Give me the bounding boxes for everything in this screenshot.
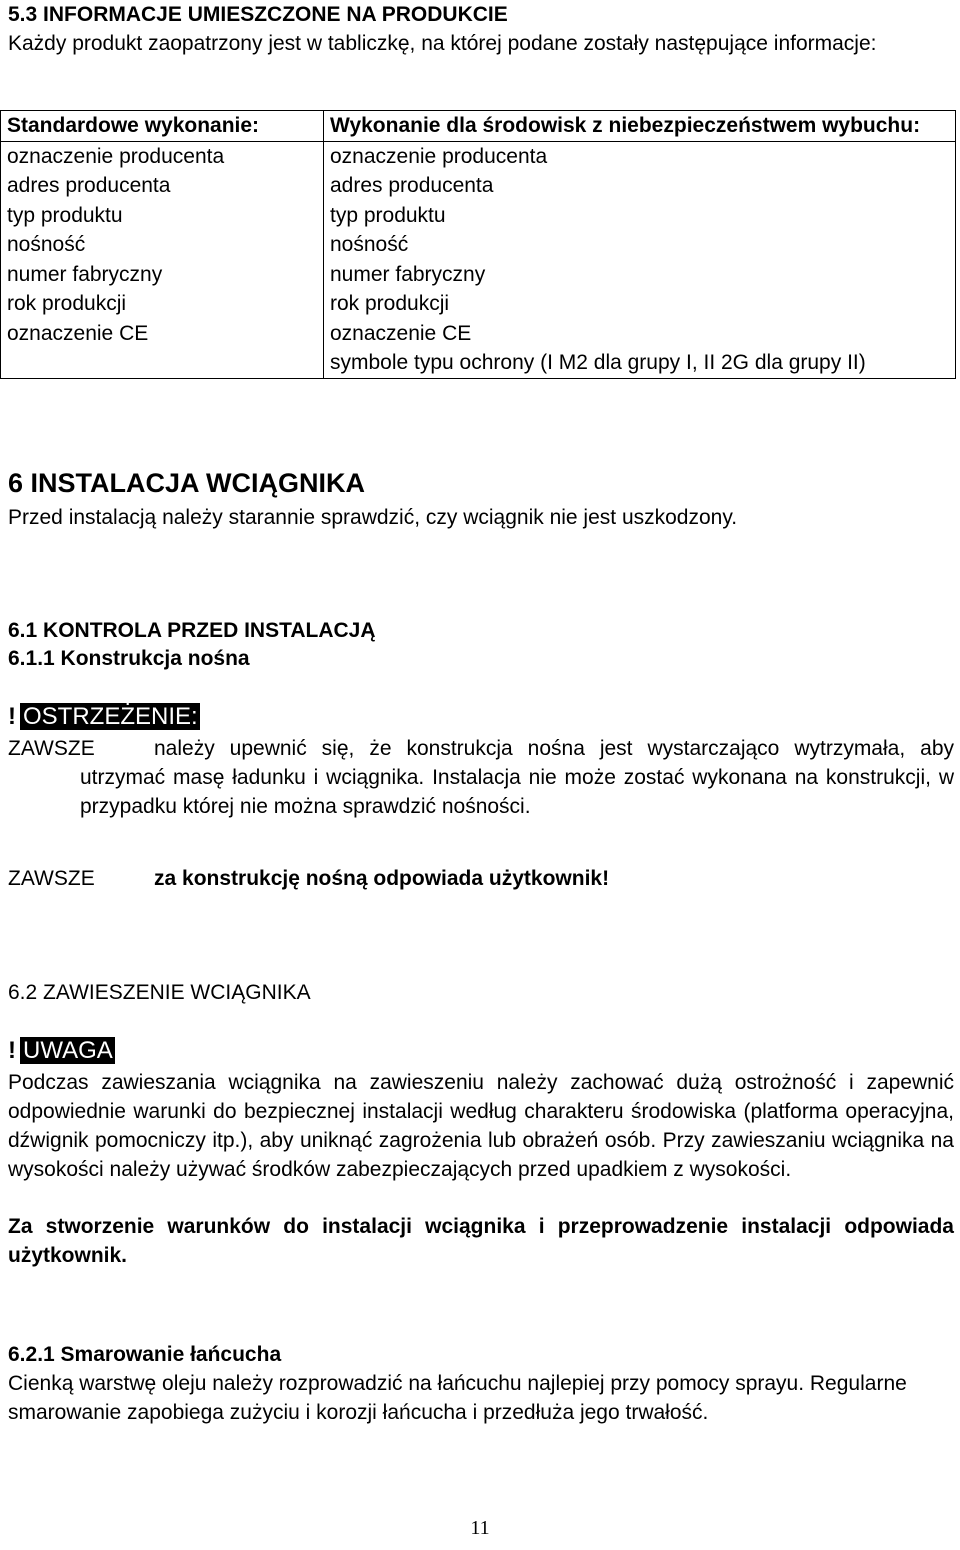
list-item: adres producenta xyxy=(7,174,171,197)
section-6-title: 6 INSTALACJA WCIĄGNIKA xyxy=(8,468,365,498)
always-label-2: ZAWSZE xyxy=(8,867,95,890)
warning-exclamation-icon: ! xyxy=(8,703,16,730)
list-item: typ produktu xyxy=(7,203,123,227)
warning-label-uwaga xyxy=(8,1036,115,1066)
section-6-text: Przed instalacją należy starannie sprawdzić, czy wciągnik nie jest uszkodzony. xyxy=(8,506,738,529)
list-item: rok produkcji xyxy=(330,292,450,315)
table-explosive-items xyxy=(324,141,956,378)
table-standard-items xyxy=(1,141,324,378)
table-header-explosive: Wykonanie dla środowisk z niebezpieczeństwem wybuchu: xyxy=(324,111,956,142)
table-header-standard: Standardowe wykonanie: xyxy=(1,111,324,142)
warning-paragraph-1 xyxy=(8,734,954,821)
list-item: nośność xyxy=(7,233,86,256)
table-body-row xyxy=(1,141,956,378)
table-header-row xyxy=(1,111,956,142)
warning-tag: UWAGA xyxy=(20,1037,115,1064)
list-item: oznaczenie producenta xyxy=(7,144,225,168)
list-item: symbole typu ochrony (I M2 dla grupy I, II 2G dla grupy II) xyxy=(330,351,866,374)
warning-text-1: należy upewnić się, że konstrukcja nośna jest wystarczająco wytrzymała, aby utrzymać masę ładunku i wciągnika. Instalacja nie może zostać wykonana na konstrukcji, w przypadku której nie można sprawdzić nośności. xyxy=(80,737,954,818)
always-label-1: ZAWSZE xyxy=(8,737,95,760)
section-5-3-intro: Każdy produkt zaopatrzony jest w tabliczkę, na której podane zostały następujące informacje: xyxy=(8,32,877,55)
warning-paragraph-2 xyxy=(8,864,954,893)
section-6-2-bold-text: Za stworzenie warunków do instalacji wciągnika i przeprowadzenie instalacji odpowiada użytkownik. xyxy=(8,1215,954,1267)
list-item: oznaczenie CE xyxy=(7,321,149,345)
list-item: oznaczenie CE xyxy=(330,321,472,345)
section-6-2-1-text: Cienką warstwę oleju należy rozprowadzić na łańcuchu najlepiej przy pomocy sprayu. Regularne smarowanie zapobiega zużyciu i korozji łańcucha i przedłuża jego trwałość. xyxy=(8,1372,907,1424)
warning-tag: OSTRZEŻENIE: xyxy=(20,703,200,730)
list-item: numer fabryczny xyxy=(330,262,486,286)
list-item: nośność xyxy=(330,233,409,256)
warning-exclamation-icon: ! xyxy=(8,1037,16,1064)
list-item: rok produkcji xyxy=(7,292,127,315)
page-number: 11 xyxy=(470,1517,490,1539)
section-5-3-title: 5.3 INFORMACJE UMIESZCZONE NA PRODUKCIE xyxy=(8,3,508,26)
section-6-2-title: 6.2 ZAWIESZENIE WCIĄGNIKA xyxy=(8,981,311,1004)
list-item: oznaczenie producenta xyxy=(330,144,548,168)
product-plate-table xyxy=(0,110,956,379)
list-item: numer fabryczny xyxy=(7,262,163,286)
section-6-1-1-title: 6.1.1 Konstrukcja nośna xyxy=(8,647,250,670)
list-item: adres producenta xyxy=(330,174,494,197)
section-6-2-text: Podczas zawieszania wciągnika na zawieszeniu należy zachować dużą ostrożność i zapewnić odpowiednie warunki do bezpiecznej instalacji według charakteru środowiska (platforma operacyjna, dźwignik pomocniczy itp.), aby uniknąć zagrożenia lub obrażeń osób. Przy zawieszaniu wciągnika na wysokości należy używać środków zabezpieczających przed upadkiem z wysokości. xyxy=(8,1071,954,1181)
list-item: typ produktu xyxy=(330,203,446,227)
warning-label-ostrzezenie xyxy=(8,702,200,732)
section-6-1-title: 6.1 KONTROLA PRZED INSTALACJĄ xyxy=(8,619,376,642)
section-6-2-1-title: 6.2.1 Smarowanie łańcucha xyxy=(8,1343,282,1366)
warning-text-2: za konstrukcję nośną odpowiada użytkownik! xyxy=(154,867,610,890)
